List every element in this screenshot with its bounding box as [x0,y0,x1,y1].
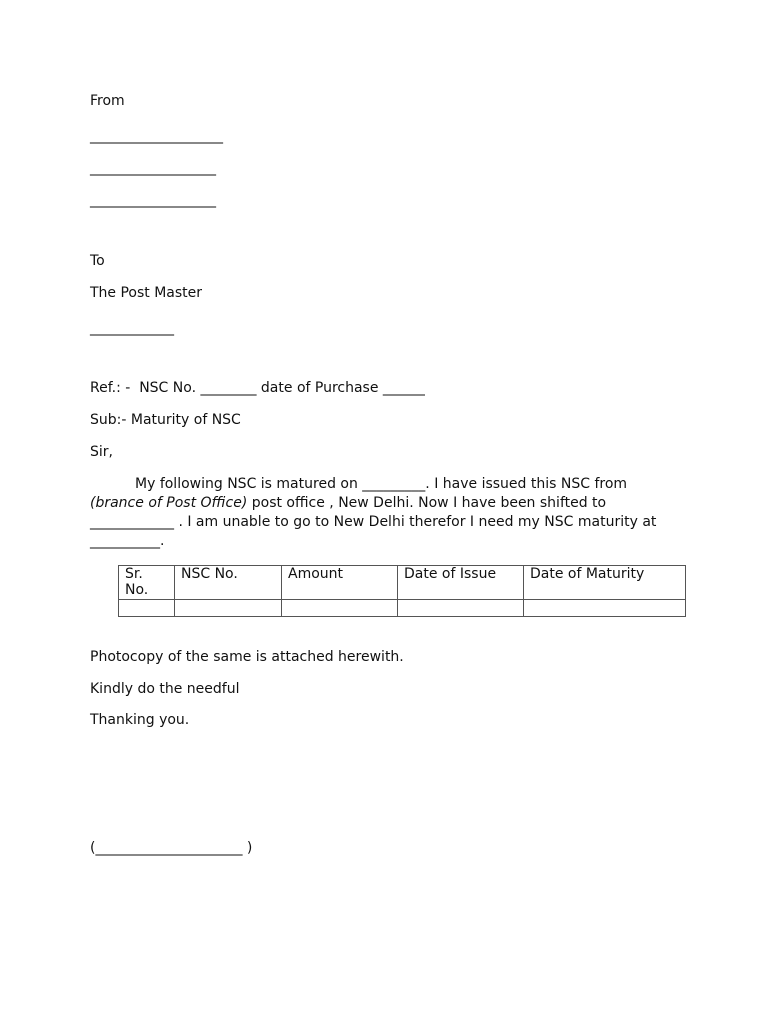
recipient-address-line: ____________ [90,320,174,336]
to-label: To [90,253,105,269]
reference-line: Ref.: - NSC No. ________ date of Purchase ______ [90,380,425,396]
table-cell [524,600,686,617]
table-cell [175,600,282,617]
sender-address-line-1: ___________________ [90,128,223,144]
body-line-4: __________. [90,533,165,549]
salutation: Sir, [90,444,113,460]
header-date-of-maturity: Date of Maturity [524,566,686,600]
header-sr-no: Sr. No. [119,566,175,600]
header-nsc-no: NSC No. [175,566,282,600]
table-cell [119,600,175,617]
body-line-3: ____________ . I am unable to go to New Delhi therefor I need my NSC maturity at [90,514,657,530]
sender-address-line-2: __________________ [90,160,216,176]
recipient-title: The Post Master [90,285,203,301]
sender-address-line-3: __________________ [90,192,216,208]
nsc-table [118,565,686,617]
table-header-row [119,566,686,600]
thanks-line: Thanking you. [90,712,190,728]
table-row [119,600,686,617]
subject-line: Sub:- Maturity of NSC [90,412,241,428]
from-label: From [90,93,125,109]
body-line-2: post office , New Delhi. Now I have been shifted to [247,495,607,511]
header-date-of-issue: Date of Issue [398,566,524,600]
branch-placeholder: (brance of Post Office) [90,495,248,511]
body-paragraph [90,475,690,551]
request-line: Kindly do the needful [90,681,240,697]
body-line-1: My following NSC is matured on _________. I have issued this NSC from [135,476,628,492]
photocopy-line: Photocopy of the same is attached herewith. [90,649,404,665]
table-cell [282,600,398,617]
signature-line: (_____________________ ) [90,840,253,856]
table-cell [398,600,524,617]
header-amount: Amount [282,566,398,600]
